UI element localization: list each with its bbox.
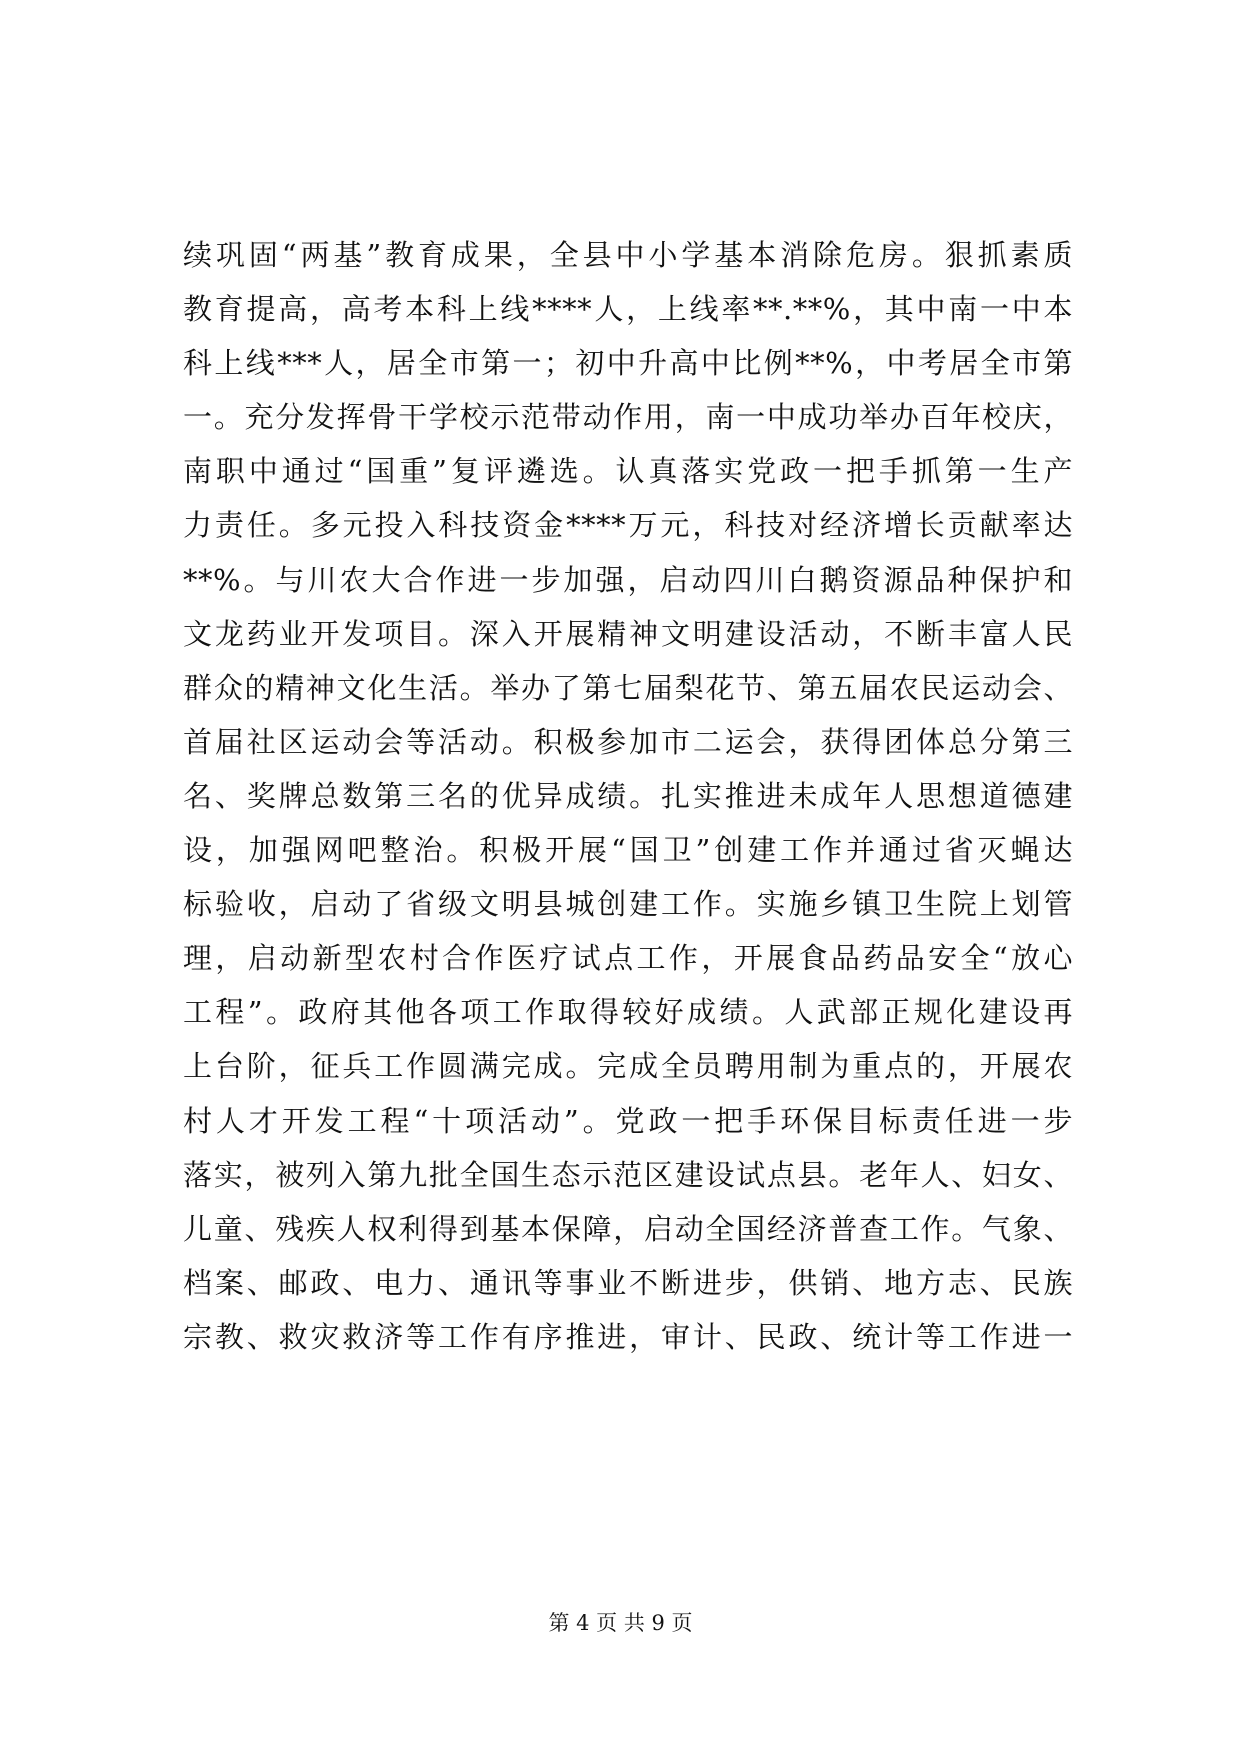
text-line: 首届社区运动会等活动。积极参加市二运会，获得团体总分第三 bbox=[183, 724, 1073, 759]
text-line: 理，启动新型农村合作医疗试点工作，开展食品药品安全“放心 bbox=[183, 941, 1073, 976]
text-line: **%。与川农大合作进一步加强，启动四川白鹅资源品种保护和 bbox=[183, 562, 1073, 597]
page-number-label: 第 4 页 共 9 页 bbox=[548, 1611, 693, 1635]
text-line: 儿童、残疾人权利得到基本保障，启动全国经济普查工作。气象、 bbox=[183, 1211, 1073, 1246]
text-line: 宗教、救灾救济等工作有序推进，审计、民政、统计等工作进一 bbox=[183, 1319, 1073, 1354]
text-line: 科上线***人，居全市第一；初中升高中比例**%，中考居全市第 bbox=[183, 346, 1073, 381]
text-line: 力责任。多元投入科技资金****万元，科技对经济增长贡献率达 bbox=[183, 508, 1073, 543]
text-line: 档案、邮政、电力、通讯等事业不断进步，供销、地方志、民族 bbox=[183, 1265, 1073, 1300]
text-line: 设，加强网吧整治。积极开展“国卫”创建工作并通过省灭蝇达 bbox=[183, 833, 1073, 868]
text-line: 一。充分发挥骨干学校示范带动作用，南一中成功举办百年校庆， bbox=[183, 400, 1073, 435]
text-line: 群众的精神文化生活。举办了第七届梨花节、第五届农民运动会、 bbox=[183, 670, 1073, 705]
text-line: 文龙药业开发项目。深入开展精神文明建设活动，不断丰富人民 bbox=[183, 616, 1073, 651]
text-line: 名、奖牌总数第三名的优异成绩。扎实推进未成年人思想道德建 bbox=[183, 778, 1073, 813]
text-line: 教育提高，高考本科上线****人，上线率**.**%，其中南一中本 bbox=[183, 292, 1073, 327]
text-line: 村人才开发工程“十项活动”。党政一把手环保目标责任进一步 bbox=[183, 1103, 1073, 1138]
text-line: 续巩固“两基”教育成果，全县中小学基本消除危房。狠抓素质 bbox=[183, 238, 1073, 272]
text-line: 上台阶，征兵工作圆满完成。完成全员聘用制为重点的，开展农 bbox=[183, 1049, 1073, 1084]
text-line: 落实，被列入第九批全国生态示范区建设试点县。老年人、妇女、 bbox=[183, 1157, 1073, 1192]
text-line: 工程”。政府其他各项工作取得较好成绩。人武部正规化建设再 bbox=[183, 995, 1073, 1030]
body-text bbox=[183, 228, 1073, 1364]
text-line: 标验收，启动了省级文明县城创建工作。实施乡镇卫生院上划管 bbox=[183, 887, 1073, 922]
page-footer bbox=[0, 1608, 1241, 1638]
text-line: 南职中通过“国重”复评遴选。认真落实党政一把手抓第一生产 bbox=[183, 454, 1073, 489]
